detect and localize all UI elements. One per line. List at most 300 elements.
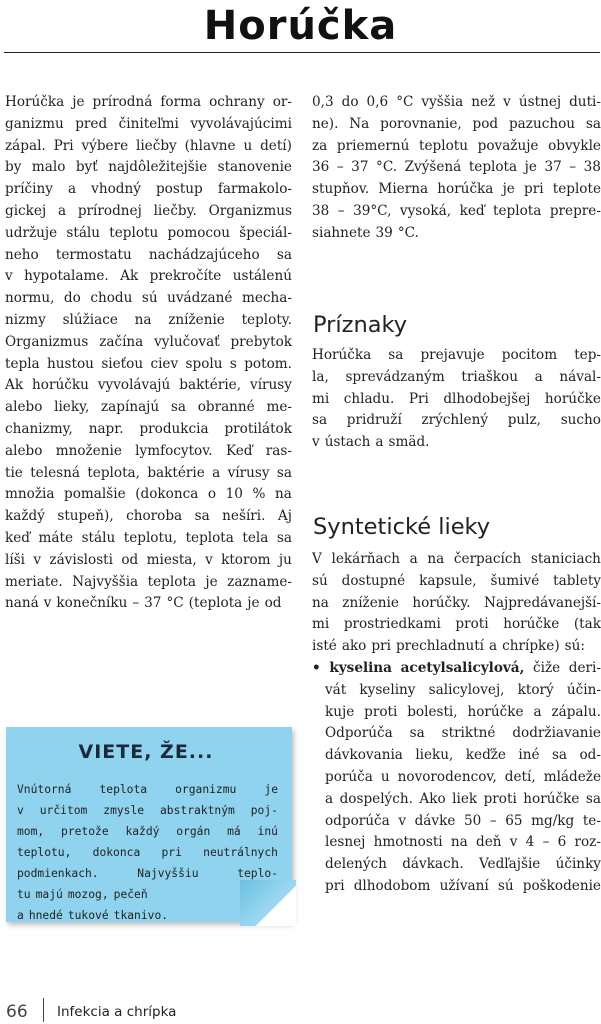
- word: u: [243, 137, 253, 154]
- word: vírusy: [227, 464, 270, 481]
- word: liečby.: [153, 202, 197, 219]
- word: pri: [325, 877, 345, 894]
- word: bolesti,: [407, 703, 458, 720]
- word: majú: [35, 888, 63, 901]
- word: za: [312, 137, 328, 154]
- word: líši: [5, 551, 26, 568]
- symptoms-text: [312, 345, 601, 454]
- word: a: [533, 703, 542, 720]
- word: činiteľmi: [118, 115, 179, 132]
- word: ústnej: [518, 94, 562, 110]
- word: keď: [5, 529, 30, 546]
- word: (hlavne: [184, 137, 236, 154]
- word: Vedľajšie: [478, 856, 541, 873]
- word: sa: [388, 347, 404, 363]
- word: sa: [276, 529, 292, 546]
- word: Ak: [120, 268, 139, 285]
- word: Organizmus: [208, 202, 292, 219]
- title-underline: [4, 52, 600, 53]
- word: lesnej: [325, 834, 366, 851]
- word: teplota: [99, 783, 148, 796]
- word: účinky: [555, 856, 601, 873]
- word: sprevádzaným: [345, 368, 445, 385]
- text-line: [5, 201, 292, 223]
- word: chrípke): [502, 638, 560, 655]
- word: –: [336, 159, 344, 176]
- word: dávkach.: [402, 856, 464, 873]
- heading-synthetic-drugs: Syntetické lieky: [313, 514, 491, 540]
- text-line: [5, 92, 292, 114]
- word: (teplota: [188, 595, 243, 612]
- word: 50: [463, 812, 482, 829]
- word: do: [63, 290, 81, 307]
- word: alebo: [5, 442, 43, 459]
- word: me-: [266, 399, 292, 416]
- synthetic-drugs-text: [312, 549, 601, 898]
- word: forma: [160, 94, 202, 110]
- text-line: [5, 310, 292, 332]
- word: sú: [497, 877, 514, 894]
- word: sa: [551, 747, 568, 764]
- text-line: [312, 157, 601, 179]
- word: ktorom: [221, 551, 271, 568]
- word: pridruží: [346, 412, 402, 429]
- word: dlhodobom: [353, 877, 431, 894]
- text-line: [17, 905, 278, 926]
- word: malo: [31, 159, 66, 176]
- word: zníženie: [342, 594, 399, 611]
- word: najdôležitejšie: [108, 159, 208, 176]
- word: tablety: [553, 572, 601, 589]
- word: teplotu,: [17, 846, 72, 859]
- text-line: [312, 832, 601, 854]
- word: horúčke: [544, 390, 601, 407]
- word: Keď: [225, 442, 253, 459]
- word: nizmy: [5, 311, 46, 328]
- word: horúčke: [503, 616, 560, 633]
- word: sú:: [564, 638, 585, 655]
- text-line: [5, 572, 292, 594]
- word: ganizmu: [5, 115, 64, 132]
- text-line: [5, 441, 292, 463]
- word: stupeň),: [57, 508, 114, 525]
- text-line: [5, 266, 292, 288]
- word: byť: [75, 159, 98, 176]
- word: nachádzajúceho: [148, 246, 260, 263]
- text-line: [5, 136, 292, 158]
- word: ju: [278, 551, 292, 568]
- word: chanizmy,: [5, 420, 73, 437]
- word: hustou: [47, 355, 94, 372]
- page-number: 66: [6, 1002, 28, 1022]
- word: °C: [166, 595, 184, 612]
- word: tep-: [574, 347, 601, 363]
- word: stanovenie: [217, 159, 292, 176]
- word: striktné: [441, 725, 496, 742]
- word: 0,6: [366, 94, 389, 110]
- word: roz-: [574, 834, 601, 851]
- text-line: [5, 593, 292, 615]
- text-line: [5, 223, 292, 245]
- word: keď: [459, 202, 485, 219]
- text-line: [17, 821, 278, 842]
- text-line: [312, 367, 601, 389]
- word: vysoká,: [399, 202, 452, 219]
- word: zníženie: [168, 311, 225, 328]
- word: u: [380, 768, 390, 785]
- word: iné: [518, 747, 540, 764]
- word: nával-: [559, 368, 601, 385]
- word: 39°C,: [353, 202, 392, 219]
- word: a: [409, 551, 418, 567]
- word: a: [17, 909, 24, 922]
- word: zapínajú: [101, 399, 160, 416]
- word: kapsule,: [419, 572, 477, 589]
- word: pečeň: [113, 888, 148, 901]
- word: je: [247, 595, 260, 612]
- word: deri-: [568, 659, 601, 676]
- word: zazname-: [227, 573, 292, 590]
- word: príčiny: [5, 181, 53, 198]
- word: množia: [5, 486, 55, 503]
- word: neutrálnych: [203, 846, 278, 859]
- word: pocitom: [501, 347, 558, 363]
- word: pretože: [61, 825, 109, 838]
- right-column-intro: [312, 92, 601, 245]
- word: 6: [557, 834, 567, 851]
- text-line: [312, 789, 601, 811]
- word: mládeže: [543, 768, 601, 785]
- text-line: [312, 811, 601, 833]
- word: mg/kg: [531, 812, 575, 829]
- word: účin-: [566, 681, 601, 698]
- text-line: [312, 614, 601, 636]
- text-line: [5, 484, 292, 506]
- word: horúčky.: [412, 594, 471, 611]
- word: termostatu: [55, 246, 132, 263]
- word: isté: [312, 638, 337, 655]
- word: ktorý: [517, 681, 554, 698]
- word: pred: [75, 115, 108, 132]
- word: vylučovať: [154, 333, 220, 350]
- word: porovnanie,: [380, 115, 462, 132]
- word: orgán: [176, 825, 211, 838]
- word: detí,: [504, 768, 536, 785]
- word: lekárňach: [331, 551, 400, 567]
- word: s: [229, 355, 237, 372]
- word: v: [205, 551, 213, 568]
- word: 10: [225, 486, 243, 503]
- word: pazuchou: [508, 115, 576, 132]
- word: chladu.: [343, 390, 395, 407]
- text-line: [312, 223, 601, 245]
- word: začína: [99, 333, 144, 350]
- word: postup: [155, 181, 203, 198]
- word: miesta,: [146, 551, 197, 568]
- word: acetylsalicylová,: [400, 659, 525, 676]
- text-line: [5, 179, 292, 201]
- word: prebytok: [230, 333, 292, 350]
- word: dospelých.: [339, 790, 413, 807]
- word: mi: [312, 616, 330, 633]
- word: sú: [312, 572, 328, 589]
- word: mi: [312, 390, 330, 407]
- word: choroba: [126, 508, 183, 525]
- word: tu: [17, 888, 31, 901]
- text-line: [17, 800, 278, 821]
- word: sa: [276, 246, 292, 263]
- word: °C.: [376, 159, 398, 176]
- word: do: [341, 94, 359, 110]
- word: teplota: [493, 202, 542, 219]
- word: Zvýšená: [404, 159, 462, 176]
- word: proti: [483, 790, 517, 807]
- word: produkcia: [139, 420, 209, 437]
- word: gickej: [5, 202, 47, 219]
- word: potom.: [244, 355, 292, 372]
- word: je: [502, 181, 515, 198]
- text-line: [312, 201, 601, 223]
- word: sa: [276, 464, 292, 481]
- text-line: [5, 550, 292, 572]
- word: teplota: [468, 159, 518, 176]
- word: má: [227, 825, 241, 838]
- word: ras-: [265, 442, 292, 459]
- word: teplote: [552, 181, 601, 198]
- word: sa: [170, 399, 186, 416]
- word: teplota,: [87, 464, 140, 481]
- word: protilátok: [224, 420, 292, 437]
- word: lymfocytov.: [135, 442, 213, 459]
- text-line: [5, 397, 292, 419]
- word: kuje: [325, 703, 355, 720]
- word: konečníku: [56, 595, 128, 612]
- word: podmienkach.: [17, 867, 99, 880]
- word: od: [121, 551, 139, 568]
- word: je: [524, 159, 537, 176]
- word: pod: [472, 115, 499, 132]
- word: prírodnej: [77, 202, 142, 219]
- word: a: [212, 464, 221, 481]
- word: teplota: [185, 529, 234, 546]
- word: Horúčka: [312, 347, 372, 363]
- word: dávkovania: [325, 747, 403, 764]
- word: ochrany: [209, 94, 265, 110]
- word: vát: [325, 681, 347, 698]
- word: Najvyššiu: [137, 867, 199, 880]
- word: a: [57, 202, 67, 219]
- text-line: [312, 593, 601, 615]
- word: a: [325, 790, 334, 807]
- word: zápalu.: [551, 703, 601, 720]
- word: prírodná: [92, 94, 153, 110]
- word: sa: [585, 115, 601, 132]
- word: neho: [5, 246, 39, 263]
- word: (dokonca: [135, 486, 199, 503]
- word: ne).: [312, 115, 339, 132]
- word: chodu: [90, 290, 133, 307]
- word: Ak: [5, 377, 24, 394]
- word: závislosti: [49, 551, 113, 568]
- word: na: [134, 311, 152, 328]
- word: organizmu: [175, 783, 237, 796]
- word: Organizmus: [5, 333, 89, 350]
- word: čiže: [532, 659, 561, 676]
- text-line: [312, 745, 601, 767]
- word: proti: [455, 616, 489, 633]
- word: –: [489, 812, 497, 829]
- word: sieťou: [101, 355, 144, 372]
- word: inú: [257, 825, 278, 838]
- word: horúčku: [32, 377, 89, 394]
- word: 38: [583, 159, 601, 176]
- word: je: [72, 94, 85, 110]
- word: 4: [525, 834, 535, 851]
- word: baktérie,: [179, 377, 242, 394]
- word: kyselina: [329, 659, 392, 676]
- text-line: [5, 375, 292, 397]
- word: duti-: [569, 94, 601, 110]
- word: na: [312, 594, 329, 611]
- word: liek: [452, 790, 478, 807]
- word: vhodný: [91, 181, 141, 198]
- word: 65: [505, 812, 523, 829]
- word: tela: [242, 529, 269, 546]
- word: v: [33, 551, 42, 568]
- text-line: [312, 432, 601, 454]
- word: stálu: [81, 529, 116, 546]
- word: o: [207, 486, 217, 503]
- footer-section-title: Infekcia a chrípka: [57, 1004, 177, 1020]
- word: –: [337, 202, 345, 219]
- word: keďže: [465, 747, 506, 764]
- word: máte: [38, 529, 74, 546]
- word: pomocou: [167, 224, 230, 241]
- word: ústach: [324, 434, 371, 451]
- word: 36: [312, 159, 330, 176]
- word: baktérie: [147, 464, 205, 481]
- word: dokonca: [92, 846, 141, 859]
- word: Vnútorná: [17, 783, 72, 796]
- word: deň: [476, 834, 502, 851]
- word: tkanivo.: [113, 909, 169, 922]
- text-line: [17, 779, 278, 800]
- text-line: [312, 680, 601, 702]
- word: te-: [582, 812, 601, 829]
- word: staniciach: [530, 551, 601, 567]
- word: vyvolávajú: [97, 377, 171, 394]
- word: by: [5, 159, 22, 176]
- word: na: [275, 486, 292, 503]
- word: °C.: [397, 224, 419, 241]
- word: 37: [144, 595, 162, 612]
- word: je: [264, 783, 278, 796]
- text-line: [5, 288, 292, 310]
- word: priemernú: [336, 137, 410, 154]
- word: pulz,: [507, 412, 542, 429]
- word: sa: [194, 508, 210, 525]
- word: sa: [409, 725, 425, 742]
- text-line: [312, 876, 601, 898]
- word: mozog,: [67, 888, 109, 901]
- word: je: [205, 573, 218, 590]
- word: delených: [325, 856, 387, 873]
- word: každý: [125, 825, 160, 838]
- word: Aj: [277, 508, 292, 525]
- word: sa: [585, 790, 601, 807]
- word: čerpacích: [453, 551, 522, 567]
- word: v: [312, 434, 320, 451]
- word: Ako: [419, 790, 446, 807]
- word: v: [509, 834, 518, 851]
- word: Pri: [53, 137, 74, 154]
- text-line: [312, 179, 601, 201]
- text-line: [312, 767, 601, 789]
- text-line: [312, 723, 601, 745]
- word: farmakolo-: [217, 181, 292, 198]
- word: prostriedkami: [343, 616, 441, 633]
- word: poškodenie: [522, 877, 601, 894]
- word: mom,: [17, 825, 45, 838]
- word: teplotu: [419, 137, 469, 154]
- text-line: [312, 389, 601, 411]
- word: a: [489, 638, 498, 655]
- word: (tak: [573, 616, 601, 633]
- word: množenie: [55, 442, 122, 459]
- text-line: [17, 863, 278, 884]
- word: vírusy: [250, 377, 292, 394]
- word: or-: [272, 94, 292, 110]
- word: 38: [312, 202, 330, 219]
- word: naná: [5, 595, 39, 612]
- word: ako: [341, 638, 367, 655]
- word: Horúčka: [5, 94, 65, 110]
- word: –: [542, 834, 550, 851]
- word: horúčke: [467, 703, 524, 720]
- text-line: [5, 419, 292, 441]
- word: vyššia: [421, 94, 464, 110]
- word: uvádzané: [167, 290, 233, 307]
- text-line: [5, 114, 292, 136]
- word: sa: [312, 412, 328, 429]
- text-line: [312, 92, 601, 114]
- text-line: [5, 528, 292, 550]
- text-line: [5, 157, 292, 179]
- word: teplota: [147, 573, 196, 590]
- word: Mierna: [378, 181, 429, 198]
- text-line: [5, 354, 292, 376]
- word: Pri: [408, 390, 429, 407]
- text-line: [312, 636, 601, 658]
- word: v: [398, 812, 407, 829]
- word: vyvolávajúcimi: [190, 115, 292, 132]
- word: a: [68, 181, 77, 198]
- word: smäd.: [388, 434, 430, 451]
- word: la,: [312, 368, 329, 385]
- left-column-text: [5, 92, 292, 615]
- word: ciev: [150, 355, 179, 372]
- word: Odporúča: [325, 725, 393, 742]
- text-line: [312, 854, 601, 876]
- word: stálu: [66, 224, 101, 241]
- text-line: [312, 345, 601, 367]
- text-line: [5, 506, 292, 528]
- word: v: [503, 94, 511, 110]
- word: triaškou: [461, 368, 518, 385]
- word: dlhodobejšej: [443, 390, 531, 407]
- text-line: [312, 702, 601, 724]
- word: výbere: [81, 137, 129, 154]
